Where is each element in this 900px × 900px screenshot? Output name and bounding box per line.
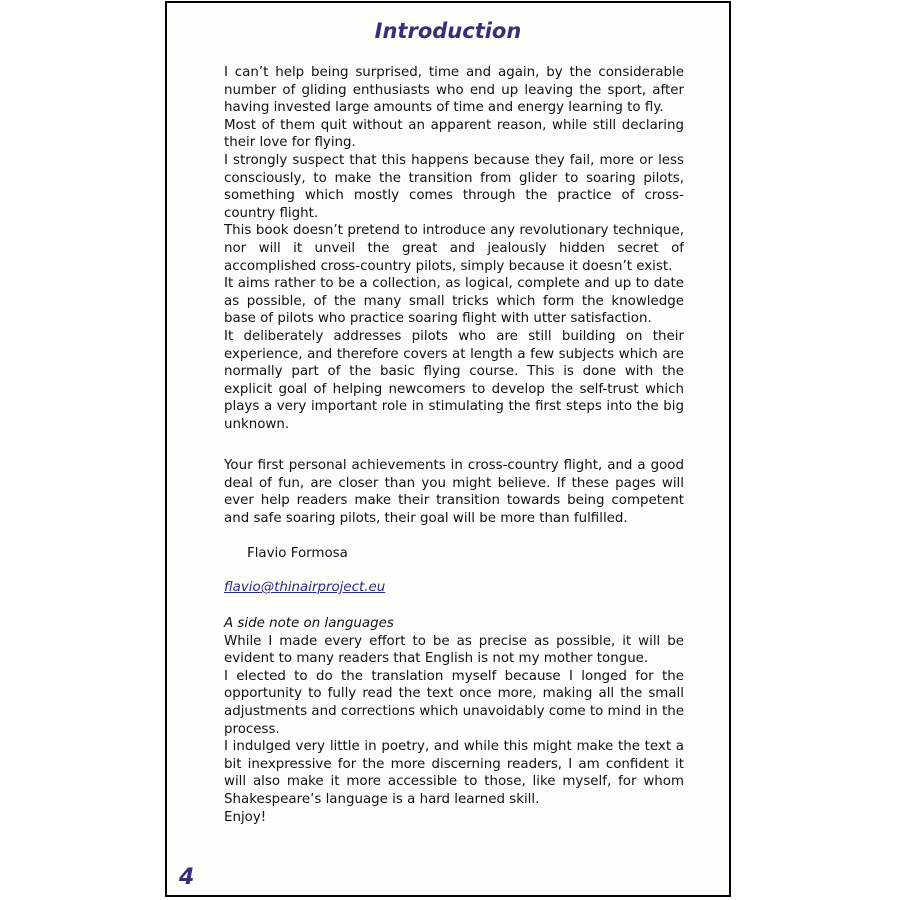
side-note-section: [224, 615, 684, 826]
side-note-paragraph: While I made every effort to be as precise as possible, it will be evident to many readers that English is not my mother tongue.: [224, 633, 684, 667]
intro-paragraph: This book doesn’t pretend to introduce any revolutionary technique, nor will it unveil the great and jealously hidden secret of accomplished cross-country pilots, simply because it doesn’t exist.: [224, 223, 684, 274]
intro-paragraph: It deliberately addresses pilots who are still building on their experience, and therefore covers at length a few subjects which are normally part of the basic flying course. This is done with the explicit goal of helping newcomers to develop the self-trust which plays a very important role in stimulating the first steps into the big unknown.: [224, 328, 684, 432]
side-note-paragraph: Enjoy!: [224, 809, 267, 825]
closing-paragraph: Your first personal achievements in cross-country flight, and a good deal of fun, are closer than you might believe. If these pages will ever help readers make their transition towards being competent and safe soaring pilots, their goal will be more than fulfilled.: [224, 458, 684, 526]
intro-paragraph: It aims rather to be a collection, as logical, complete and up to date as possible, of the many small tricks which form the knowledge base of pilots who practice soaring flight with utter satisfaction.: [224, 276, 684, 327]
closing-section: [224, 457, 684, 527]
side-note-paragraph: I indulged very little in poetry, and while this might make the text a bit inexpressive for the more discerning readers, I am confident it will also make it more accessible to those, like myself, for whom Shakespeare’s language is a hard learned skill.: [224, 739, 684, 807]
intro-body: [224, 64, 684, 433]
page-title: Introduction: [374, 19, 522, 43]
side-note-heading: A side note on languages: [224, 616, 394, 631]
book-page: [165, 1, 731, 897]
page-number: 4: [179, 865, 195, 890]
author-email-link[interactable]: flavio@thinairproject.eu: [224, 580, 386, 595]
intro-paragraph: I can’t help being surprised, time and again, by the considerable number of gliding enthusiasts who end up leaving the sport, after having invested large amounts of time and energy learning to fly.: [224, 65, 684, 116]
intro-paragraph: Most of them quit without an apparent reason, while still declaring their love for flying.: [224, 117, 684, 151]
side-note-paragraph: I elected to do the translation myself because I longed for the opportunity to fully read the text once more, making all the small adjustments and corrections which unavoidably come to mind in the process.: [224, 668, 684, 737]
author-signature: Flavio Formosa: [247, 546, 348, 561]
intro-paragraph: I strongly suspect that this happens because they fail, more or less consciously, to make the transition from glider to soaring pilots, something which mostly comes through the practice of cross-country flight.: [224, 152, 684, 221]
